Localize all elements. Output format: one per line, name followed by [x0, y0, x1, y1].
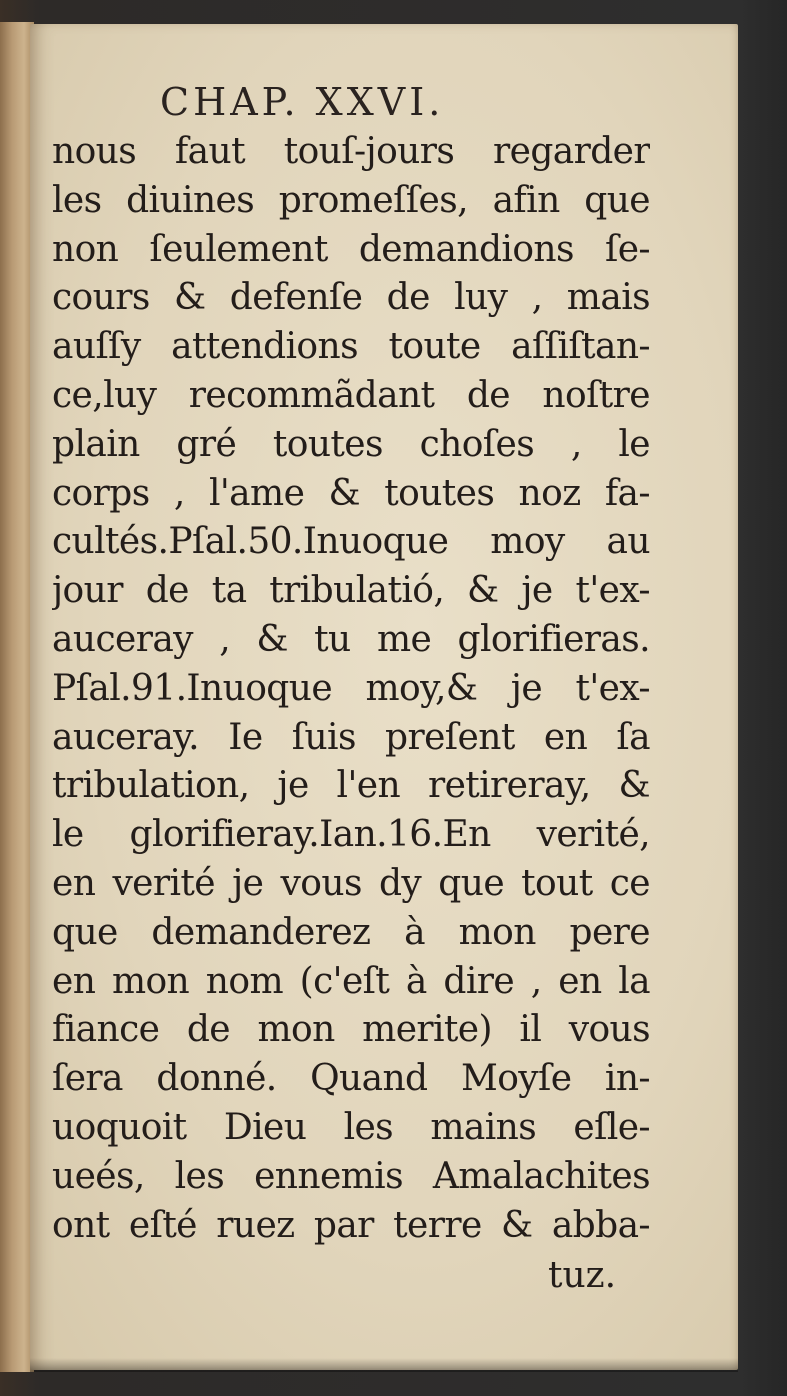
book-page: [30, 24, 738, 1370]
text-line: ſera donné. Quand Moyſe in-: [52, 1058, 650, 1100]
text-line: Pſal.91.Inuoque moy,& je t'ex-: [52, 667, 650, 709]
catchword: tuz.: [548, 1255, 617, 1296]
text-line: le glorifieray.Ian.16.En verité,: [52, 814, 650, 856]
text-line: ont eſté ruez par terre & abba-: [52, 1204, 650, 1246]
text-block: [52, 128, 650, 1250]
text-line: auceray , & tu me glorifieras.: [52, 618, 650, 660]
text-line: jour de ta tribulatió, & je t'ex-: [52, 570, 650, 612]
text-line: non ſeulement demandions ſe-: [52, 228, 650, 270]
text-line: ueés, les ennemis Amalachites: [52, 1155, 650, 1197]
text-line: en mon nom (c'eſt à dire , en la: [52, 960, 650, 1002]
text-line: cours & defenſe de luy , mais: [52, 277, 650, 319]
text-line: que demanderez à mon pere: [52, 911, 650, 953]
text-line: tribulation, je l'en retireray, &: [52, 765, 650, 807]
facing-page-edge: [0, 22, 34, 1372]
text-line: uoquoit Dieu les mains eſle-: [52, 1106, 650, 1148]
text-line: en verité je vous dy que tout ce: [52, 862, 650, 904]
text-line: fiance de mon merite) il vous: [52, 1009, 650, 1051]
text-line: nous faut touſ-jours regarder: [52, 131, 650, 172]
text-line: corps , l'ame & toutes noz fa-: [52, 472, 650, 514]
text-line: cultés.Pſal.50.Inuoque moy au: [52, 521, 650, 563]
text-line: auceray. Ie ſuis preſent en ſa: [52, 716, 650, 758]
page-bottom-shadow: [30, 1358, 738, 1372]
text-line: auſſy attendions toute aſſiſtan-: [52, 326, 650, 368]
text-line: ce,luy recommãdant de noſtre: [52, 374, 650, 416]
text-line: les diuines promeſſes, afin que: [52, 179, 650, 221]
running-head: CHAP. XXVI.: [160, 80, 445, 124]
text-line: plain gré toutes choſes , le: [52, 423, 650, 465]
